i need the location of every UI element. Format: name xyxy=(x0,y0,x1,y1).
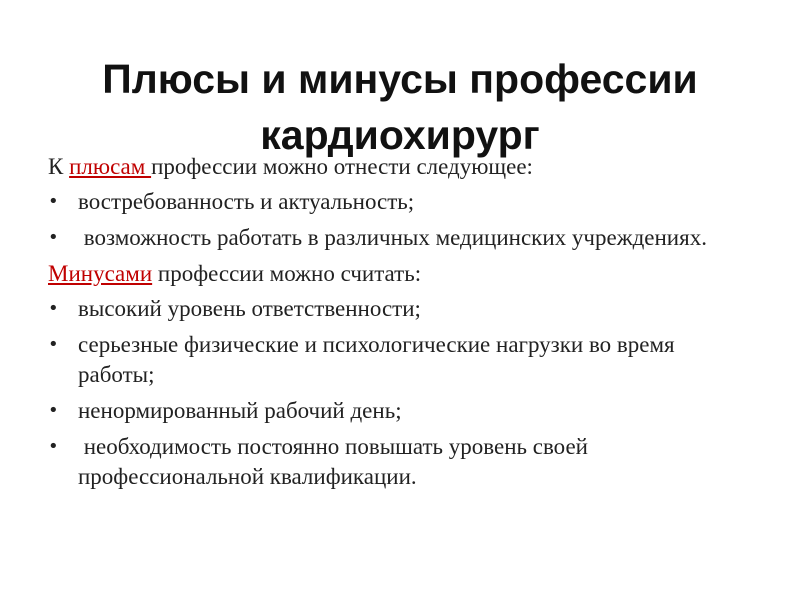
cons-item-4 xyxy=(48,432,748,492)
cons-item-3 xyxy=(48,396,748,426)
slide-title-line-1: Плюсы и минусы профессии xyxy=(102,56,698,103)
cons-intro xyxy=(48,259,748,289)
cons-list xyxy=(48,294,748,492)
pros-list xyxy=(48,187,748,253)
bullet-icon: • xyxy=(48,400,59,421)
bullet-icon: • xyxy=(48,436,59,457)
cons-item-3-text: ненормированный рабочий день; xyxy=(78,398,402,423)
pros-intro-suffix: профессии можно отнести следующее: xyxy=(151,154,533,179)
pros-item-1 xyxy=(48,187,748,217)
cons-item-1-text: высокий уровень ответственности; xyxy=(78,296,421,321)
pros-intro xyxy=(48,152,748,182)
cons-intro-suffix: профессии можно считать: xyxy=(152,261,422,286)
cons-item-4-text: необходимость постоянно повышать уровень своей профессиональной квалификации. xyxy=(78,434,594,489)
cons-highlight-link[interactable]: Минусами xyxy=(48,261,153,286)
bullet-icon: • xyxy=(48,334,59,355)
pros-item-2-text: возможность работать в различных медицинских учреждениях. xyxy=(78,225,707,250)
pros-item-2 xyxy=(48,223,748,253)
bullet-icon: • xyxy=(48,191,59,212)
slide-content xyxy=(48,152,748,498)
bullet-icon: • xyxy=(48,298,59,319)
cons-item-2 xyxy=(48,330,748,390)
bullet-icon: • xyxy=(48,227,59,248)
slide-title-line-2: кардиохирург xyxy=(260,112,540,159)
pros-item-1-text: востребованность и актуальность; xyxy=(78,189,415,214)
pros-highlight-link[interactable]: плюсам xyxy=(69,154,152,179)
pros-intro-prefix: К xyxy=(48,154,70,179)
cons-item-2-text: серьезные физические и психологические нагрузки во время работы; xyxy=(78,332,675,387)
cons-item-1 xyxy=(48,294,748,324)
slide-title xyxy=(40,51,760,163)
